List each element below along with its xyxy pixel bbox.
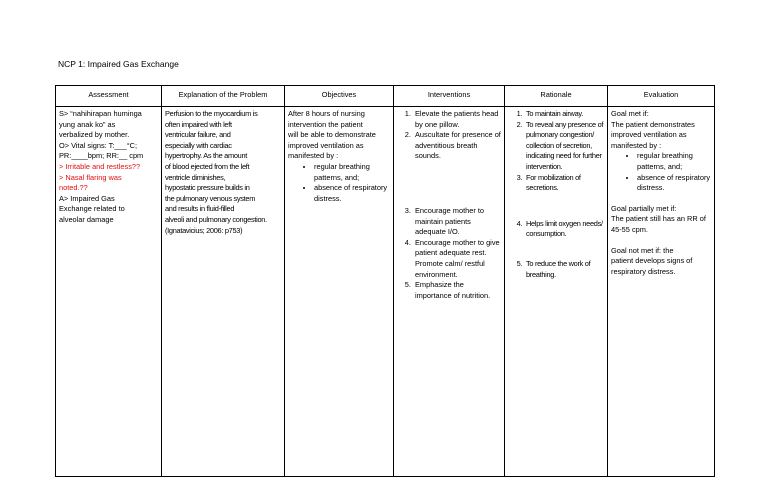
goal-partial-text: The patient still has an RR of 45-55 cpm. xyxy=(611,214,706,234)
header-interventions: Interventions xyxy=(394,86,505,107)
list-item: 5. To reduce the work of breathing. xyxy=(524,259,604,280)
rationale-cell xyxy=(505,107,608,477)
assessment-line: A> Impaired Gas xyxy=(59,193,115,203)
header-rationale: Rationale xyxy=(505,86,608,107)
list-item: • regular breathing patterns, and; xyxy=(637,151,711,172)
explanation-line: hypertrophy. As the amount xyxy=(165,151,248,161)
explanation-cell xyxy=(162,107,285,477)
goal-not-met-heading: Goal not met if: the xyxy=(611,245,674,255)
explanation-line: and results in fluid-filled xyxy=(165,204,235,214)
explanation-line: the pulmonary venous system xyxy=(165,193,256,203)
assessment-line: yung anak ko” as xyxy=(59,119,116,129)
explanation-line: of blood ejected from the left xyxy=(165,161,250,171)
rationale-list xyxy=(508,109,604,194)
header-row xyxy=(56,86,715,107)
goal-met-heading: Goal met if: xyxy=(611,109,649,118)
assessment-line: verbalized by mother. xyxy=(59,130,130,140)
list-item: 4. Encourage mother to give patient adequate rest. Promote calm/ restful environment. xyxy=(413,238,501,280)
explanation-line: Perfusion to the myocardium is xyxy=(165,109,258,118)
header-objectives: Objectives xyxy=(285,86,394,107)
list-item: 1. Elevate the patients head by one pillow. xyxy=(413,109,501,130)
objectives-line: intervention the patient xyxy=(288,119,363,129)
care-plan-table xyxy=(55,85,715,477)
explanation-line: often impaired with left xyxy=(165,119,232,129)
explanation-line: ventricle diminishes, xyxy=(165,172,226,182)
list-item: 3. Encourage mother to maintain patients adequate I/O. xyxy=(413,206,501,238)
list-item: • absence of respiratory distress. xyxy=(637,173,711,194)
list-item: 5. Emphasize the importance of nutrition. xyxy=(413,280,501,301)
list-item: 4. Helps limit oxygen needs/ consumption. xyxy=(524,219,604,240)
assessment-line: O> Vital signs: T:___°C; xyxy=(59,140,138,150)
list-item: 1. To maintain airway. xyxy=(524,109,604,120)
rationale-list xyxy=(508,259,604,280)
assessment-flag: > Nasal flaring was xyxy=(59,172,122,182)
objectives-line: manifested by : xyxy=(288,151,339,161)
interventions-list xyxy=(397,109,501,162)
objectives-line: After 8 hours of nursing xyxy=(288,109,365,118)
list-item: 2. To reveal any presence of pulmonary congestion/ collection of secretion, indicating need for further intervention. xyxy=(524,120,604,173)
explanation-line: hypostatic pressure builds in xyxy=(165,183,250,193)
interventions-cell xyxy=(394,107,505,477)
page-title: NCP 1: Impaired Gas Exchange xyxy=(58,59,179,69)
interventions-list xyxy=(397,206,501,301)
list-item: 3. For mobilization of secretions. xyxy=(524,173,604,194)
objectives-line: improved ventilation as xyxy=(288,140,364,150)
table-row xyxy=(56,107,715,477)
explanation-line: especially with cardiac xyxy=(165,140,232,150)
assessment-flag: > Irritable and restless?? xyxy=(59,161,141,171)
header-assessment: Assessment xyxy=(56,86,162,107)
explanation-line: ventricular failure, and xyxy=(165,130,231,140)
assessment-line: S> “nahihirapan huminga xyxy=(59,109,142,118)
list-item: • absence of respiratory distress. xyxy=(314,183,390,204)
objectives-cell xyxy=(285,107,394,477)
assessment-flag: noted.?? xyxy=(59,183,88,193)
objectives-line: will be able to demonstrate xyxy=(288,130,376,140)
header-evaluation: Evaluation xyxy=(608,86,715,107)
explanation-line: (Ignatavicius; 2006: p753) xyxy=(165,225,243,235)
goal-not-met-text: patient develops signs of respiratory distress. xyxy=(611,256,693,276)
assessment-line: alveolar damage xyxy=(59,214,114,224)
goal-partial-heading: Goal partially met if: xyxy=(611,203,677,213)
explanation-line: alveoli and pulmonary congestion. xyxy=(165,214,267,224)
evaluation-cell xyxy=(608,107,715,477)
objectives-bullets xyxy=(288,162,390,204)
list-item: 2. Auscultate for presence of adventitious breath sounds. xyxy=(413,130,501,162)
assessment-line: Exchange related to xyxy=(59,204,125,214)
rationale-list xyxy=(508,219,604,240)
assessment-line: PR:____bpm; RR:__ cpm xyxy=(59,151,144,161)
header-explanation: Explanation of the Problem xyxy=(162,86,285,107)
list-item: • regular breathing patterns, and; xyxy=(314,162,390,183)
evaluation-bullets xyxy=(611,151,711,193)
goal-met-text: The patient demonstrates improved ventilation as manifested by : xyxy=(611,119,695,150)
assessment-cell xyxy=(56,107,162,477)
